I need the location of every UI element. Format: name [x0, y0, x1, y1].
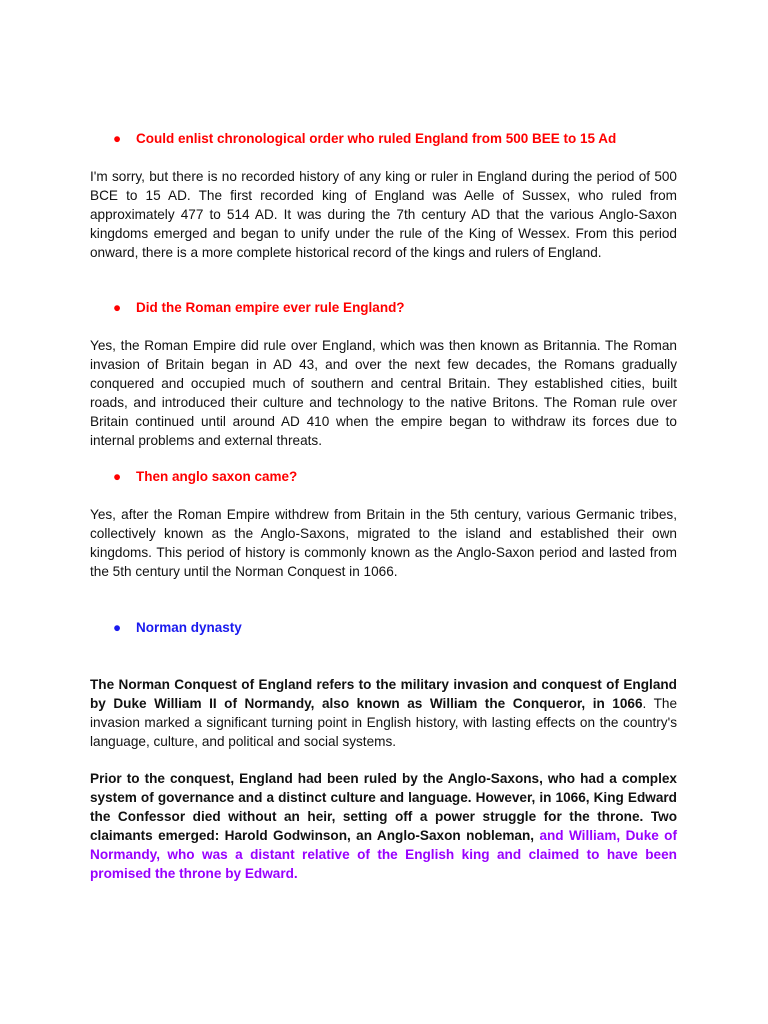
norman-william-highlight: and William, Duke of Normandy, who was a distant relative of the English king and claimed to have been promised the throne by Edward. [90, 828, 678, 881]
norman-prior-text: Prior to the conquest, England had been ruled by the Anglo-Saxons, who had a complex system of governance and a distinct culture and language. However, in 1066, King Edward the Confessor died without an heir, setting off a power struggle for the throne. Two claimants emerged: Harold Godwinson, an Anglo-Saxon nobleman, [90, 771, 677, 843]
answer-paragraph-1: I'm sorry, but there is no recorded history of any king or ruler in England during the period of 500 BCE to 15 AD. The first recorded king of England was Aelle of Sussex, who ruled from approximately 477 to 514 AD. It was during the 7th century AD that the various Anglo-Saxon kingdoms emerged and began to unify under the rule of the King of Wessex. From this period onward, there is a more complete historical record of the kings and rulers of England. [90, 169, 677, 260]
answer-paragraph-3: Yes, after the Roman Empire withdrew from Britain in the 5th century, various Germanic tribes, collectively known as the Anglo-Saxons, migrated to the island and established their own kingdoms. This period of history is commonly known as the Anglo-Saxon period and lasted from the 5th century until the Norman Conquest in 1066. [90, 507, 677, 579]
bullet-icon: ● [113, 469, 122, 484]
bullet-icon: ● [113, 131, 122, 146]
question-text: Could enlist chronological order who ruled England from 500 BEE to 15 Ad [136, 131, 617, 146]
answer-paragraph-2: Yes, the Roman Empire did rule over England, which was then known as Britannia. The Roman invasion of Britain began in AD 43, and over the next few decades, the Romans gradually conquered and occupied much of southern and central Britain. They established cities, built roads, and introduced their culture and technology to the native Britons. The Roman rule over Britain continued until around AD 410 when the empire began to withdraw its forces due to internal problems and external threats. [90, 338, 677, 448]
bullet-icon: ● [113, 620, 122, 635]
norman-intro-bold: The Norman Conquest of England refers to the military invasion and conquest of England by Duke William II of Normandy, also known as William the Conqueror, in 1066 [90, 677, 677, 711]
question-bullet-2 [113, 299, 405, 317]
question-bullet-3 [113, 468, 297, 486]
question-text: Did the Roman empire ever rule England? [136, 300, 405, 315]
norman-paragraph-1 [90, 675, 677, 751]
norman-intro-rest: . The invasion marked a significant turning point in English history, with lasting effects on the country's language, culture, and political and social systems. [90, 696, 678, 749]
question-bullet-4 [113, 619, 242, 637]
section-heading: Norman dynasty [136, 620, 242, 635]
question-bullet-1 [113, 130, 616, 148]
question-text: Then anglo saxon came? [136, 469, 298, 484]
bullet-icon: ● [113, 300, 122, 315]
norman-paragraph-2 [90, 769, 677, 883]
